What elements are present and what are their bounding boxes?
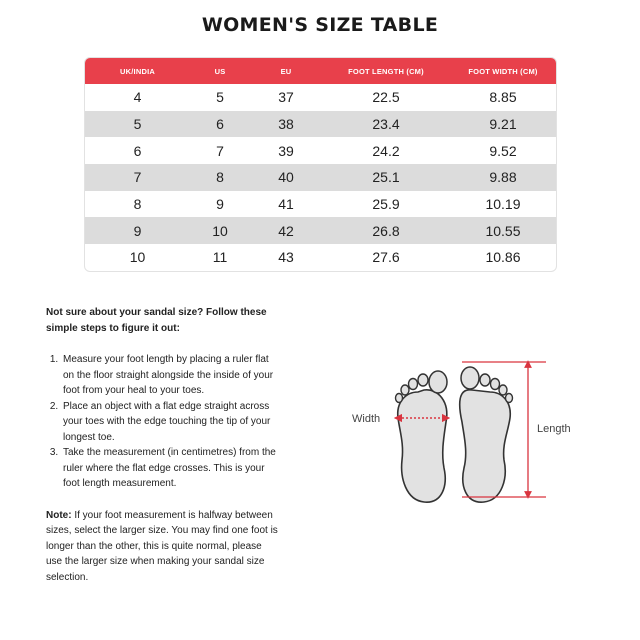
table-row [85, 217, 556, 244]
cell-width: 9.52 [489, 142, 517, 159]
size-table [84, 57, 557, 272]
cell-us: 9 [216, 196, 224, 213]
cell-us: 7 [216, 142, 224, 159]
table-row [85, 84, 556, 111]
guide-step: 3. Take the measurement (in centimetres) from the ruler where the flat edge crosses. This is your foot length measurement. [61, 445, 280, 492]
cell-eu: 39 [278, 142, 294, 159]
cell-us: 10 [212, 222, 228, 239]
cell-width: 9.88 [489, 169, 517, 186]
cell-length: 26.8 [372, 222, 400, 239]
cell-eu: 37 [278, 89, 294, 106]
cell-uk: 6 [133, 142, 142, 159]
table-body [85, 84, 556, 271]
width-label: Width [352, 413, 381, 425]
cell-eu: 41 [278, 196, 294, 213]
cell-us: 5 [216, 89, 224, 106]
left-foot-icon [396, 371, 448, 502]
cell-length: 23.4 [372, 116, 400, 133]
cell-uk: 7 [133, 169, 142, 186]
cell-length: 22.5 [372, 89, 400, 106]
column-header: FOOT WIDTH (CM) [468, 66, 538, 76]
cell-us: 6 [216, 116, 224, 133]
cell-uk: 8 [133, 196, 142, 213]
guide-step: 1. Measure your foot length by placing a ruler flat on the floor straight alongside the inside of your foot from your heal to your toes. [61, 352, 280, 399]
cell-eu: 42 [278, 222, 294, 239]
page-title: WOMEN'S SIZE TABLE [201, 14, 439, 36]
table-row [85, 244, 556, 271]
cell-length: 25.1 [372, 169, 400, 186]
table-row [85, 164, 556, 191]
column-header: US [214, 66, 226, 76]
column-header: UK/INDIA [120, 66, 155, 76]
column-header: EU [280, 66, 292, 76]
cell-width: 8.85 [489, 89, 517, 106]
guide-note [46, 508, 280, 586]
cell-uk: 10 [129, 249, 146, 266]
right-foot-icon [460, 367, 513, 502]
feet-illustration [340, 352, 590, 512]
table-header [85, 58, 556, 84]
cell-uk: 9 [133, 222, 142, 239]
guide-intro: Not sure about your sandal size? Follow these simple steps to figure it out: [46, 307, 267, 334]
guide-steps [46, 352, 280, 492]
note-text: If your foot measurement is halfway between sizes, select the larger size. You may find one foot is longer than the other, this is quite normal, please use the larger size when making your sandal size selection. [46, 509, 278, 583]
table-row [85, 111, 556, 138]
length-label: Length [537, 423, 571, 435]
cell-us: 8 [216, 169, 224, 186]
cell-eu: 43 [278, 249, 294, 266]
cell-width: 10.86 [485, 249, 521, 266]
guide-step: 2. Place an object with a flat edge straight across your toes with the edge touching the tip of your longest toe. [61, 399, 280, 446]
column-header: FOOT LENGTH (CM) [348, 66, 424, 76]
foot-measurement-diagram [340, 352, 590, 512]
cell-length: 27.6 [372, 249, 400, 266]
table-row [85, 137, 556, 164]
cell-width: 10.19 [485, 196, 521, 213]
cell-uk: 4 [133, 89, 142, 106]
table-row [85, 191, 556, 218]
cell-eu: 38 [278, 116, 294, 133]
note-label: Note: [46, 509, 72, 521]
cell-uk: 5 [133, 116, 142, 133]
cell-length: 24.2 [372, 142, 400, 159]
cell-width: 9.21 [489, 116, 517, 133]
sizing-guide [46, 305, 280, 585]
cell-us: 11 [212, 249, 228, 266]
cell-width: 10.55 [485, 222, 521, 239]
cell-eu: 40 [278, 169, 294, 186]
cell-length: 25.9 [372, 196, 400, 213]
